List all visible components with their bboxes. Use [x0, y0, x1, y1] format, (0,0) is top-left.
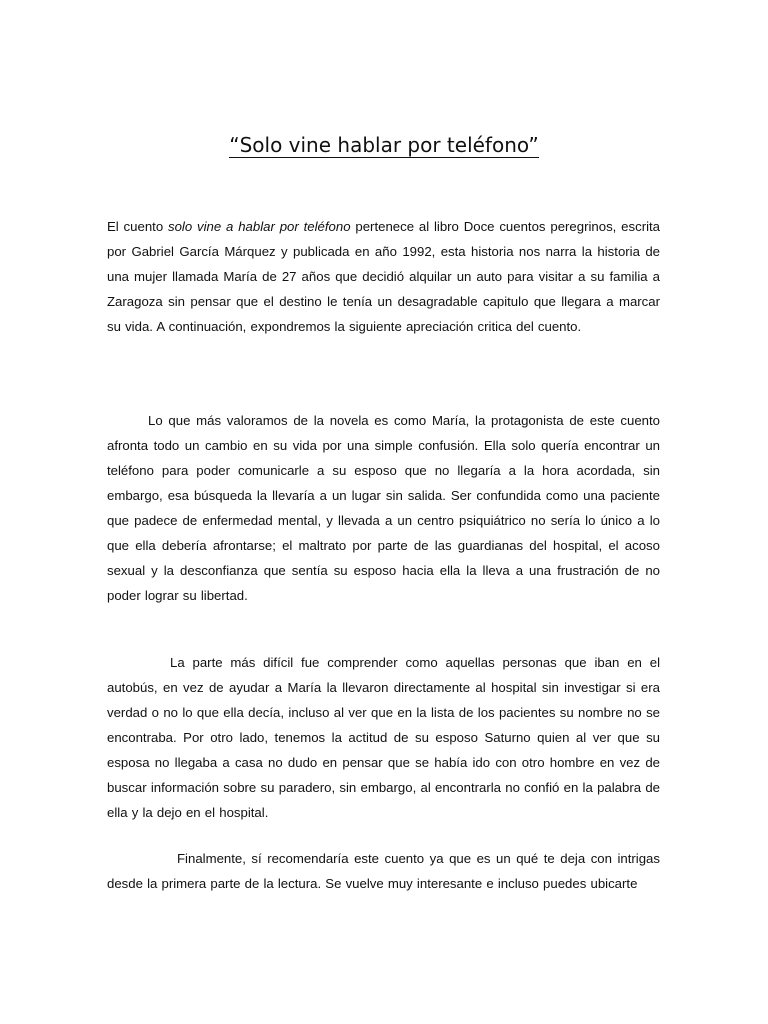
paragraph-intro-rest: pertenece al libro Doce cuentos peregrinos, escrita por Gabriel García Márquez y publicada en año 1992, esta historia nos narra la historia de una mujer llamada María de 27 años que decidió alquilar un auto para visitar a su familia a Zaragoza sin pensar que el destino le tenía un desagradable capitulo que llegara a marcar su vida. A continuación, expondremos la siguiente apreciación critica del cuento.	[107, 219, 661, 334]
paragraph-intro	[107, 214, 660, 339]
paragraph-intro-start: El cuento	[107, 219, 168, 234]
document-title	[0, 128, 768, 162]
paragraph-dificultad: La parte más difícil fue comprender como aquellas personas que iban en el autobús, en vez de ayudar a María la llevaron directamente al hospital sin investigar si era verdad o no lo que ella decía, incluso al ver que en la lista de los pacientes su nombre no se encontraba. Por otro lado, tenemos la actitud de su esposo Saturno quien al ver que su esposa no llegaba a casa no dudo en pensar que se había ido con otro hombre en vez de buscar información sobre su paradero, sin embargo, al encontrarla no confió en la palabra de ella y la dejo en el hospital.	[107, 655, 660, 820]
paragraph-recomendacion: Finalmente, sí recomendaría este cuento ya que es un qué te deja con intrigas desde la primera parte de la lectura. Se vuelve muy interesante e incluso puedes ubicarte	[107, 851, 660, 891]
story-title-italic: solo vine a hablar por teléfono	[168, 219, 351, 234]
document-title-text: “Solo vine hablar por teléfono”	[229, 133, 539, 157]
paragraph-valoracion: Lo que más valoramos de la novela es como María, la protagonista de este cuento afronta todo un cambio en su vida por una simple confusión. Ella solo quería encontrar un teléfono para poder comunicarle a su esposo que no llegaría a la hora acordada, sin embargo, esa búsqueda la llevaría a un lugar sin salida. Ser confundida como una paciente que padece de enfermedad mental, y llevada a un centro psiquiátrico no sería lo único a lo que ella debería afrontarse; el maltrato por parte de las guardianas del hospital, el acoso sexual y la desconfianza que sentía su esposo hacia ella la lleva a una frustración de no poder lograr su libertad.	[107, 413, 660, 603]
